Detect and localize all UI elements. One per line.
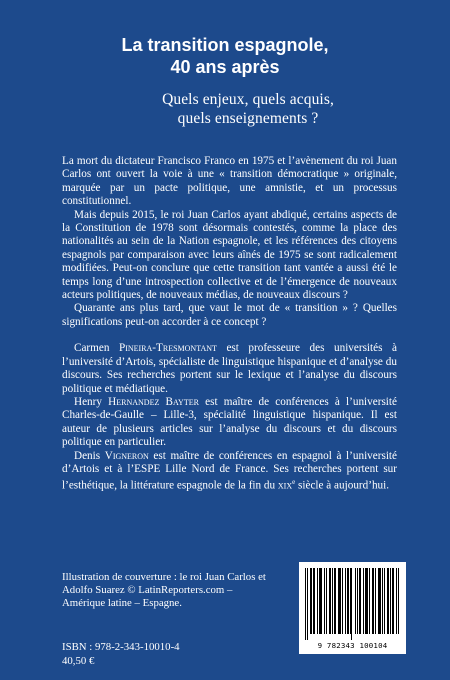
book-title bbox=[0, 34, 450, 78]
author-1-last-name: Pineira-Tresmontant bbox=[118, 342, 217, 355]
barcode-bar bbox=[321, 568, 322, 634]
barcode-bar bbox=[317, 568, 318, 634]
barcode-bar bbox=[324, 568, 325, 634]
barcode-bar bbox=[373, 568, 374, 634]
barcode-bar bbox=[363, 568, 364, 634]
barcode-bars bbox=[305, 568, 400, 640]
barcode-bar bbox=[372, 568, 373, 634]
barcode-bar bbox=[319, 568, 320, 634]
author-1-first-name: Carmen bbox=[74, 342, 119, 355]
barcode-bar bbox=[392, 568, 393, 634]
barcode-bar bbox=[342, 568, 343, 634]
barcode-bar bbox=[339, 568, 340, 634]
barcode-bar bbox=[367, 568, 368, 634]
barcode-bar bbox=[398, 568, 399, 634]
author-3-bio: est maître de conférences en espagnol à l’université d’Artois et à l’ESPE Lille Nord de France. Ses recherches portent sur l’esthétique, la littérature espagnole de la fin du bbox=[62, 449, 398, 493]
author-3-century: xix bbox=[277, 480, 293, 493]
title-line-2: 40 ans après bbox=[170, 57, 280, 77]
blurb-paragraph-1: La mort du dictateur Francisco Franco en 1975 et l’avènement du roi Juan Carlos ont ouvert la voie à une « transition démocratique » originale, marquée par un pacte politique, une amnistie, et un processus constitutionnel. bbox=[62, 155, 397, 208]
barcode-bar bbox=[379, 568, 380, 634]
barcode-bar bbox=[335, 568, 336, 634]
barcode-bar bbox=[393, 568, 394, 634]
barcode-bar bbox=[366, 568, 367, 634]
blurb-paragraph-2: Mais depuis 2015, le roi Juan Carlos ayant abdiqué, certains aspects de la Constitution de 1978 sont désormais contestés, comme la place des nationalités au sein de la Nation espagnole, et les références des citoyens espagnols par comparaison avec leurs aînés de 1975 se sont radicalement modifiées. Peut-on conclure que cette transition tant vantée a aussi été le temps long d’une introspection collective et de l’émergence de nouveaux acteurs politiques, de nouveaux médias, de nouveaux discours ? bbox=[62, 208, 397, 302]
barcode-bar bbox=[365, 568, 366, 634]
author-2-bio: est maître de conférences à l’université Charles-de-Gaulle – Lille-3, spécialité linguistique hispanique. Il est auteur de plusieurs articles sur l’analyse du discours et du discours politique en particulier. bbox=[62, 395, 397, 449]
barcode-bar bbox=[326, 568, 327, 634]
author-2-last-name: Hernandez Bayter bbox=[108, 395, 199, 408]
barcode-bar bbox=[329, 568, 330, 634]
barcode-bar bbox=[351, 568, 352, 640]
barcode-bar bbox=[384, 568, 385, 634]
blurb-paragraph-3: Quarante ans plus tard, que vaut le mot de « transition » ? Quelles significations peut-on accorder à ce concept ? bbox=[62, 302, 397, 328]
subtitle-line-1: Quels enjeux, quels acquis, bbox=[162, 91, 334, 108]
barcode-bar bbox=[388, 568, 389, 634]
barcode-bar bbox=[390, 568, 391, 634]
illustration-credit: Illustration de couverture : le roi Juan Carlos et Adolfo Suarez © LatinReporters.com – Amérique latine – Espagne. bbox=[62, 571, 266, 609]
barcode-bar bbox=[347, 568, 348, 634]
author-3-bio-end: siècle à aujourd’hui. bbox=[295, 480, 390, 493]
isbn: ISBN : 978-2-343-10010-4 bbox=[62, 641, 180, 653]
section-gap bbox=[62, 329, 397, 342]
author-bio-3 bbox=[62, 450, 397, 494]
author-2-first-name: Henry bbox=[74, 395, 109, 408]
barcode bbox=[299, 562, 406, 654]
barcode-bar bbox=[345, 568, 346, 634]
book-subtitle bbox=[148, 90, 348, 128]
author-3-first-name: Denis bbox=[74, 449, 105, 462]
barcode-bar bbox=[378, 568, 379, 634]
barcode-bar bbox=[307, 568, 308, 640]
barcode-bar bbox=[330, 568, 331, 634]
barcode-bar bbox=[313, 568, 314, 634]
author-3-century-sup: e bbox=[292, 478, 296, 487]
barcode-bar bbox=[348, 568, 349, 634]
barcode-bar bbox=[305, 568, 306, 640]
barcode-bar bbox=[338, 568, 339, 634]
subtitle-line-2: quels enseignements ? bbox=[177, 110, 319, 127]
barcode-bar bbox=[357, 568, 358, 634]
author-bio-1 bbox=[62, 342, 397, 396]
author-1-bio: est professeure des universités à l’université d’Artois, spécialiste de linguistique hispanique et d’analyse du discours. Ses recherches portent sur le lexique et l’analyse du discours politique et médiatique. bbox=[62, 342, 397, 395]
barcode-bar bbox=[380, 568, 381, 634]
author-bio-2 bbox=[62, 396, 397, 450]
barcode-bar bbox=[375, 568, 376, 634]
barcode-bar bbox=[310, 568, 311, 634]
title-line-1: La transition espagnole, bbox=[121, 35, 329, 55]
barcode-bar bbox=[360, 568, 361, 634]
barcode-bar bbox=[387, 568, 388, 634]
barcode-bar bbox=[320, 568, 321, 634]
barcode-bar bbox=[359, 568, 360, 634]
barcode-bar bbox=[355, 568, 356, 634]
barcode-bar bbox=[314, 568, 315, 634]
barcode-bar bbox=[396, 568, 397, 634]
barcode-bar bbox=[311, 568, 312, 634]
barcode-bar bbox=[332, 568, 333, 634]
barcode-bar bbox=[369, 568, 370, 634]
price: 40,50 € bbox=[62, 655, 95, 667]
author-3-last-name: Vigneron bbox=[104, 449, 149, 462]
barcode-digits: 9 782343 100104 bbox=[317, 641, 388, 650]
barcode-bar bbox=[382, 568, 383, 634]
barcode-bar bbox=[350, 568, 351, 634]
barcode-bar bbox=[334, 568, 335, 634]
blurb bbox=[62, 155, 397, 493]
barcode-bar bbox=[340, 568, 341, 634]
